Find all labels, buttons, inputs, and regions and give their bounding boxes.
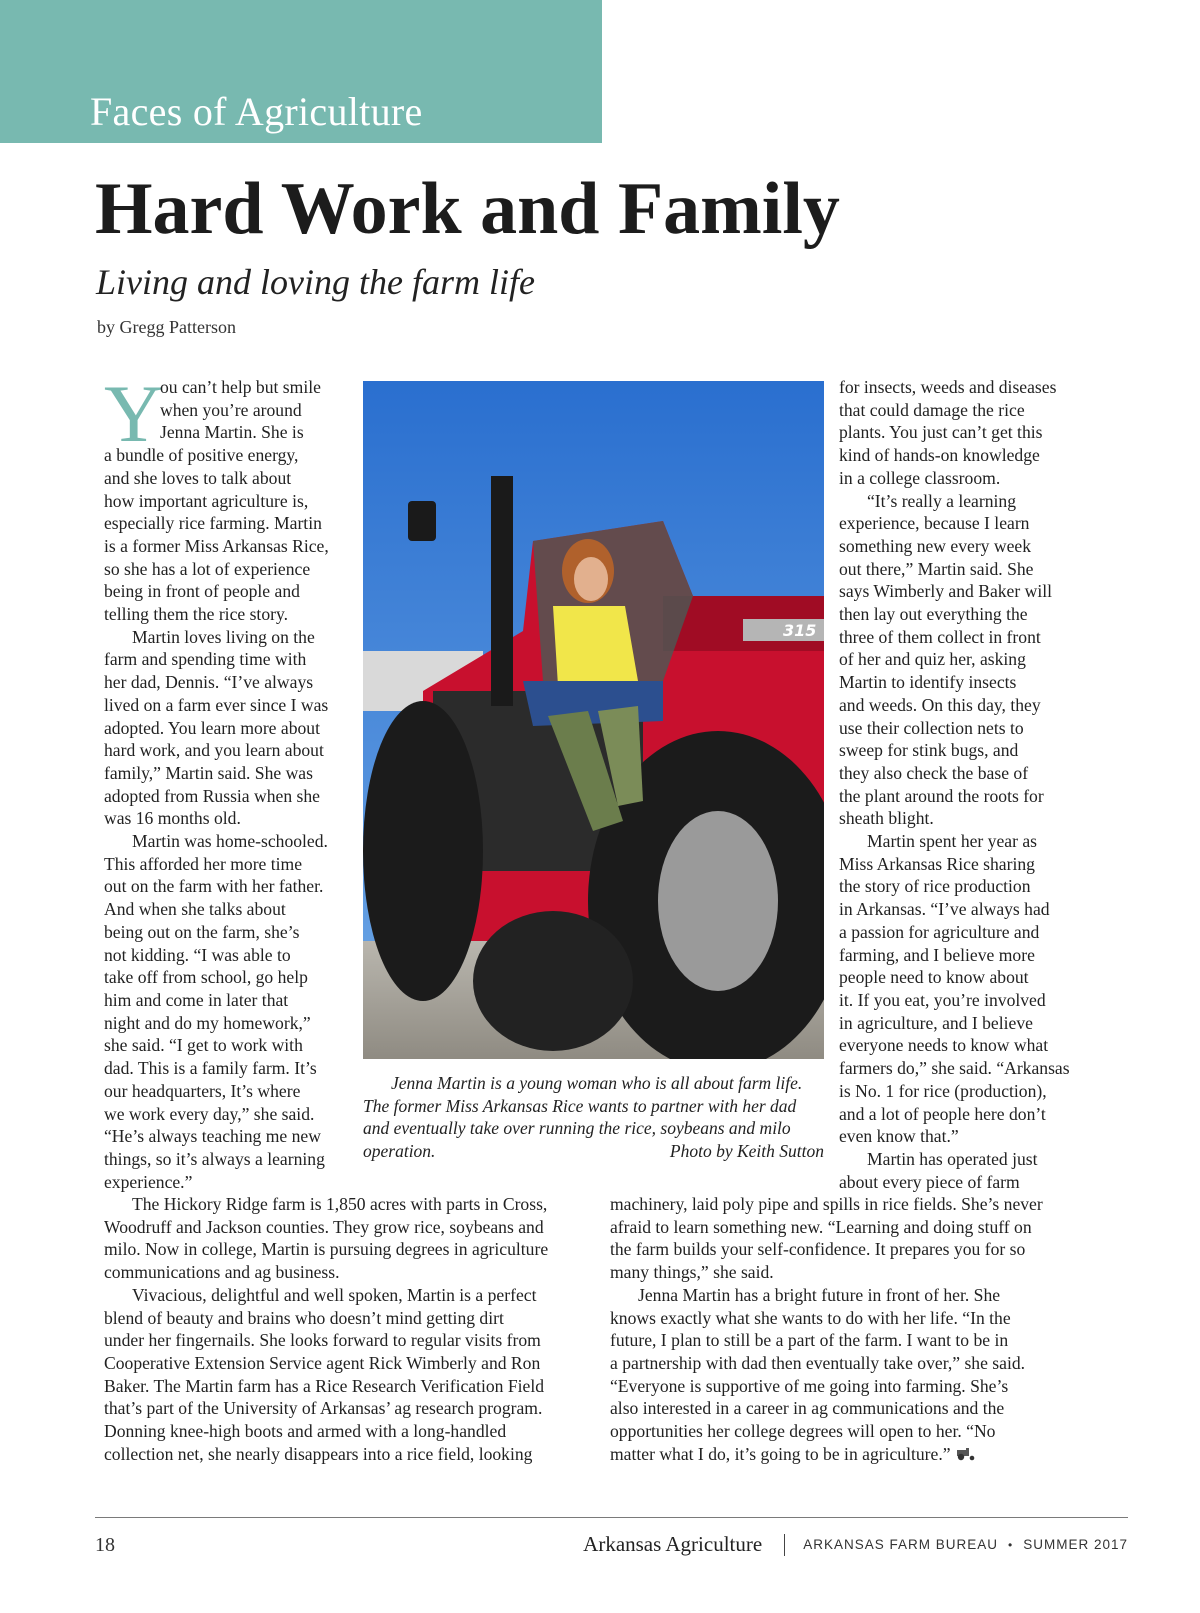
body-line: people need to know about — [839, 967, 1029, 988]
caption-line: operation. — [363, 1141, 436, 1162]
page-number: 18 — [95, 1534, 115, 1556]
body-line: experience, because I learn — [839, 513, 1030, 534]
body-line: dad. This is a family farm. It’s — [104, 1058, 317, 1079]
issue-label: SUMMER 2017 — [1023, 1537, 1128, 1552]
body-line: Jenna Martin. She is — [160, 422, 304, 443]
body-line: ou can’t help but smile — [160, 377, 321, 397]
tractor-end-icon — [955, 1444, 977, 1467]
section-banner — [0, 0, 602, 143]
body-line: even know that.” — [839, 1126, 959, 1147]
body-line: sweep for stink bugs, and — [839, 740, 1019, 761]
body-line: so she has a lot of experience — [104, 558, 311, 579]
body-line: Cooperative Extension Service agent Rick Wimberly and Ron — [104, 1352, 541, 1373]
body-line: is a former Miss Arkansas Rice, — [104, 535, 329, 556]
body-line: “It’s really a learning — [867, 490, 1016, 511]
tractor-model-label: 315 — [783, 621, 817, 640]
body-line: kind of hands-on knowledge — [839, 445, 1040, 466]
body-line: then lay out everything the — [839, 604, 1028, 625]
body-line: out there,” Martin said. She — [839, 558, 1034, 579]
body-line: hard work, and you learn about — [104, 740, 324, 761]
body-line: lived on a farm ever since I was — [104, 694, 329, 715]
body-line: adopted from Russia when she — [104, 785, 320, 806]
body-line: milo. Now in college, Martin is pursuing degrees in agriculture — [104, 1239, 549, 1260]
body-line: Jenna Martin has a bright future in front of her. She — [638, 1284, 1001, 1305]
body-line: that’s part of the University of Arkansas’ ag research program. — [104, 1398, 543, 1419]
body-line: being out on the farm, she’s — [104, 921, 300, 942]
body-line: Donning knee-high boots and armed with a long-handled — [104, 1421, 507, 1442]
body-line: it. If you eat, you’re involved — [839, 989, 1046, 1010]
body-line: telling them the rice story. — [104, 604, 289, 625]
body-line: we work every day,” she said. — [104, 1103, 315, 1124]
body-line: for insects, weeds and diseases — [839, 377, 1057, 397]
body-line: and a lot of people here don’t — [839, 1103, 1046, 1124]
body-line: our headquarters, It’s where — [104, 1080, 301, 1101]
body-line: is No. 1 for rice (production), — [839, 1080, 1047, 1101]
magazine-name: Arkansas Agriculture — [583, 1532, 763, 1556]
body-line: Baker. The Martin farm has a Rice Research Verification Field — [104, 1375, 545, 1396]
body-line: she said. “I get to work with — [104, 1035, 303, 1056]
body-line: machinery, laid poly pipe and spills in rice fields. She’s never — [610, 1194, 1043, 1214]
footer-rule — [95, 1517, 1128, 1518]
body-line: night and do my homework,” — [104, 1012, 311, 1033]
body-line: especially rice farming. Martin — [104, 513, 322, 534]
body-line: “He’s always teaching me new — [104, 1126, 321, 1147]
body-line: plants. You just can’t get this — [839, 422, 1043, 443]
body-line: being in front of people and — [104, 581, 300, 602]
body-line: many things,” she said. — [610, 1262, 774, 1283]
body-line: a partnership with dad then eventually take over,” she said. — [610, 1352, 1026, 1373]
body-line: Martin spent her year as — [867, 831, 1038, 852]
body-line: says Wimberly and Baker will — [839, 581, 1052, 602]
body-line: how important agriculture is, — [104, 490, 309, 511]
body-line: This afforded her more time — [104, 853, 303, 874]
photo-caption — [363, 1072, 824, 1163]
body-line: collection net, she nearly disappears into a rice field, looking — [104, 1443, 533, 1464]
body-line: in a college classroom. — [839, 467, 1001, 488]
section-label: Faces of Agriculture — [90, 89, 423, 134]
body-line: afraid to learn something new. “Learning and doing stuff on — [610, 1216, 1032, 1237]
bullet-separator: • — [1008, 1537, 1014, 1552]
body-line: a bundle of positive energy, — [104, 445, 299, 466]
body-line: everyone needs to know what — [839, 1035, 1049, 1056]
body-line: her dad, Dennis. “I’ve always — [104, 672, 314, 693]
article-column-bottom-left — [104, 1193, 584, 1465]
body-line: was 16 months old. — [104, 808, 241, 829]
body-line: take off from school, go help — [104, 967, 308, 988]
drop-cap: Y — [104, 368, 164, 459]
body-line: Martin to identify insects — [839, 672, 1017, 693]
body-line: the farm builds your self-confidence. It prepares you for so — [610, 1239, 1026, 1260]
body-line: knows exactly what she wants to do with her life. “In the — [610, 1307, 1011, 1328]
body-line: farming, and I believe more — [839, 944, 1035, 965]
body-line: out on the farm with her father. — [104, 876, 324, 897]
organization-name: ARKANSAS FARM BUREAU — [803, 1537, 998, 1552]
body-line: they also check the base of — [839, 762, 1029, 783]
body-line: use their collection nets to — [839, 717, 1024, 738]
body-line-end — [610, 1443, 1100, 1467]
body-line: Woodruff and Jackson counties. They grow rice, soybeans and — [104, 1216, 544, 1237]
body-line: the story of rice production — [839, 876, 1031, 897]
article-column-right — [839, 376, 1094, 1193]
body-line: not kidding. “I was able to — [104, 944, 291, 965]
footer-divider — [784, 1534, 785, 1556]
body-line: and weeds. On this day, they — [839, 694, 1041, 715]
body-line: opportunities her college degrees will open to her. “No — [610, 1421, 996, 1442]
body-line: Martin has operated just — [867, 1148, 1038, 1169]
body-line: him and come in later that — [104, 989, 289, 1010]
tractor-photo — [363, 381, 824, 1059]
body-line: farmers do,” she said. “Arkansas — [839, 1058, 1070, 1079]
body-line: farm and spending time with — [104, 649, 307, 670]
body-line: Miss Arkansas Rice sharing — [839, 853, 1035, 874]
body-line: “Everyone is supportive of me going into farming. She’s — [610, 1375, 1009, 1396]
body-line: that could damage the rice — [839, 399, 1025, 420]
body-line: Martin loves living on the — [132, 626, 315, 647]
body-line: a passion for agriculture and — [839, 921, 1040, 942]
caption-line: The former Miss Arkansas Rice wants to partner with her dad — [363, 1095, 797, 1116]
body-line: The Hickory Ridge farm is 1,850 acres with parts in Cross, — [132, 1194, 548, 1214]
body-line: also interested in a career in ag communications and the — [610, 1398, 1005, 1419]
caption-line: and eventually take over running the rice, soybeans and milo — [363, 1118, 791, 1139]
body-line: sheath blight. — [839, 808, 934, 829]
body-line: And when she talks about — [104, 899, 286, 920]
body-line: about every piece of farm — [839, 1171, 1020, 1192]
body-line: blend of beauty and brains who doesn’t mind getting dirt — [104, 1307, 504, 1328]
caption-line: Jenna Martin is a young woman who is all about farm life. — [391, 1073, 803, 1093]
body-line: the plant around the roots for — [839, 785, 1044, 806]
footer-publication — [583, 1532, 1128, 1557]
body-line: Vivacious, delightful and well spoken, Martin is a perfect — [132, 1284, 537, 1305]
article-column-bottom-right — [610, 1193, 1100, 1467]
body-line: under her fingernails. She looks forward to regular visits from — [104, 1330, 541, 1351]
body-line: Martin was home-schooled. — [132, 831, 328, 852]
body-line: matter what I do, it’s going to be in agriculture.” — [610, 1443, 951, 1464]
body-line: in Arkansas. “I’ve always had — [839, 899, 1050, 920]
article-title: Hard Work and Family — [95, 168, 840, 250]
body-line: experience.” — [104, 1171, 193, 1192]
body-line: things, so it’s always a learning — [104, 1148, 325, 1169]
body-line: three of them collect in front — [839, 626, 1041, 647]
article-subtitle: Living and loving the farm life — [96, 262, 535, 302]
body-line: when you’re around — [160, 399, 302, 420]
photo-credit: Photo by Keith Sutton — [669, 1141, 824, 1162]
body-line: adopted. You learn more about — [104, 717, 320, 738]
byline: by Gregg Patterson — [97, 317, 236, 337]
body-line: something new every week — [839, 535, 1032, 556]
body-line: future, I plan to still be a part of the farm. I want to be in — [610, 1330, 1009, 1351]
body-line: family,” Martin said. She was — [104, 762, 313, 783]
body-line: in agriculture, and I believe — [839, 1012, 1033, 1033]
body-line: of her and quiz her, asking — [839, 649, 1026, 670]
body-line: communications and ag business. — [104, 1262, 340, 1283]
article-column-left — [104, 376, 354, 1193]
body-line: and she loves to talk about — [104, 467, 292, 488]
